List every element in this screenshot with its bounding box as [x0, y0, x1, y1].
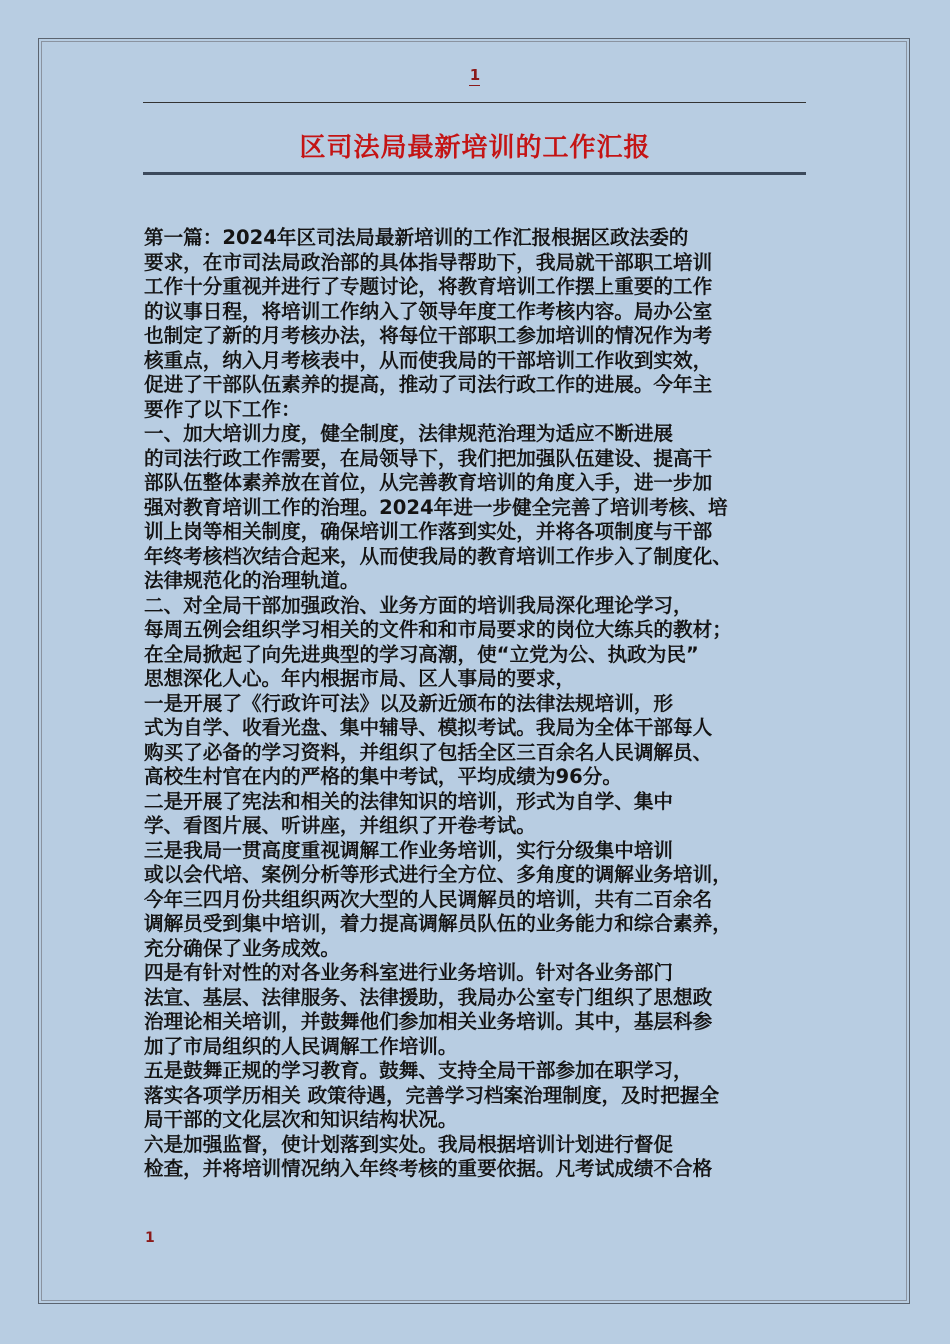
paragraph-item-1: 一是开展了《行政许可法》以及新近颁布的法律法规培训，形 式为自学、收看光盘、集中辅导、模拟考试。我局为全体干部每人 购买了必备的学习资料，并组织了包括全区三百余名人民调解员、 高校生村官在内的严格的集中考试，平均成绩为96分。 [144, 691, 713, 788]
paragraph-item-2: 二是开展了宪法和相关的法律知识的培训，形式为自学、集中 学、看图片展、听讲座，并组织了开卷考试。 [144, 789, 674, 837]
paragraph-intro: 第一篇：2024年区司法局最新培训的工作汇报根据区政法委的 要求，在市司法局政治部的具体指导帮助下，我局就干部职工培训 工作十分重视并进行了专题讨论，将教育培训工作摆上重要的工作 的议事日程，将培训工作纳入了领导年度工作考核内容。局办公室 也制定了新的月考核办法，将每位干部职工参加培训的情况作为考 核重点，纳入月考核表中，从而使我局的干部培训工作收到实效， 促进了干部队伍素养的提高，推动了司法行政工作的进展。今年主 要作了以下工作： [144, 226, 713, 421]
document-title: 区司法局最新培训的工作汇报 [299, 133, 651, 163]
header-page-number: 1 [469, 66, 481, 84]
title-divider [143, 172, 806, 175]
paragraph-item-4: 四是有针对性的对各业务科室进行业务培训。针对各业务部门 法宣、基层、法律服务、法律援助，我局办公室专门组织了思想政 治理论相关培训，并鼓舞他们参加相关业务培训。其中，基层科参 加了市局组织的人民调解工作培训。 [144, 961, 713, 1058]
header-page-number-underline [469, 85, 480, 86]
paragraph-item-6: 六是加强监督，使计划落到实处。我局根据培训计划进行督促 检查，并将培训情况纳入年终考核的重要依据。凡考试成绩不合格 [144, 1132, 713, 1180]
paragraph-item-3: 三是我局一贯高度重视调解工作业务培训，实行分级集中培训 或以会代培、案例分析等形式进行全方位、多角度的调解业务培训， 今年三四月份共组织两次大型的人民调解员的培训，共有二百余名 调解员受到集中培训，着力提高调解员队伍的业务能力和综合素养， 充分确保了业务成效。 [144, 838, 732, 960]
document-body [144, 226, 820, 1182]
footer-page-number: 1 [145, 1230, 155, 1246]
paragraph-item-5: 五是鼓舞正规的学习教育。鼓舞、支持全局干部参加在职学习， 落实各项学历相关 政策待遇，完善学习档案治理制度，及时把握全 局干部的文化层次和知识结构状况。 [144, 1059, 720, 1131]
header-divider [143, 102, 806, 103]
paragraph-section-1: 一、加大培训力度，健全制度，法律规范治理为适应不断进展 的司法行政工作需要，在局领导下，我们把加强队伍建设、提高干 部队伍整体素养放在首位，从完善教育培训的角度入手，进一步加 强对教育培训工作的治理。2024年进一步健全完善了培训考核、培 训上岗等相关制度，确保培训工作落到实处，并将各项制度与干部 年终考核档次结合起来，从而使我局的教育培训工作步入了制度化、 法律规范化的治理轨道。 [144, 422, 732, 592]
paragraph-section-2: 二、对全局干部加强政治、业务方面的培训我局深化理论学习， 每周五例会组织学习相关的文件和和市局要求的岗位大练兵的教材； 在全局掀起了向先进典型的学习高潮，使“立党为公、执政为民” 思想深化人心。年内根据市局、区人事局的要求， [144, 593, 732, 690]
